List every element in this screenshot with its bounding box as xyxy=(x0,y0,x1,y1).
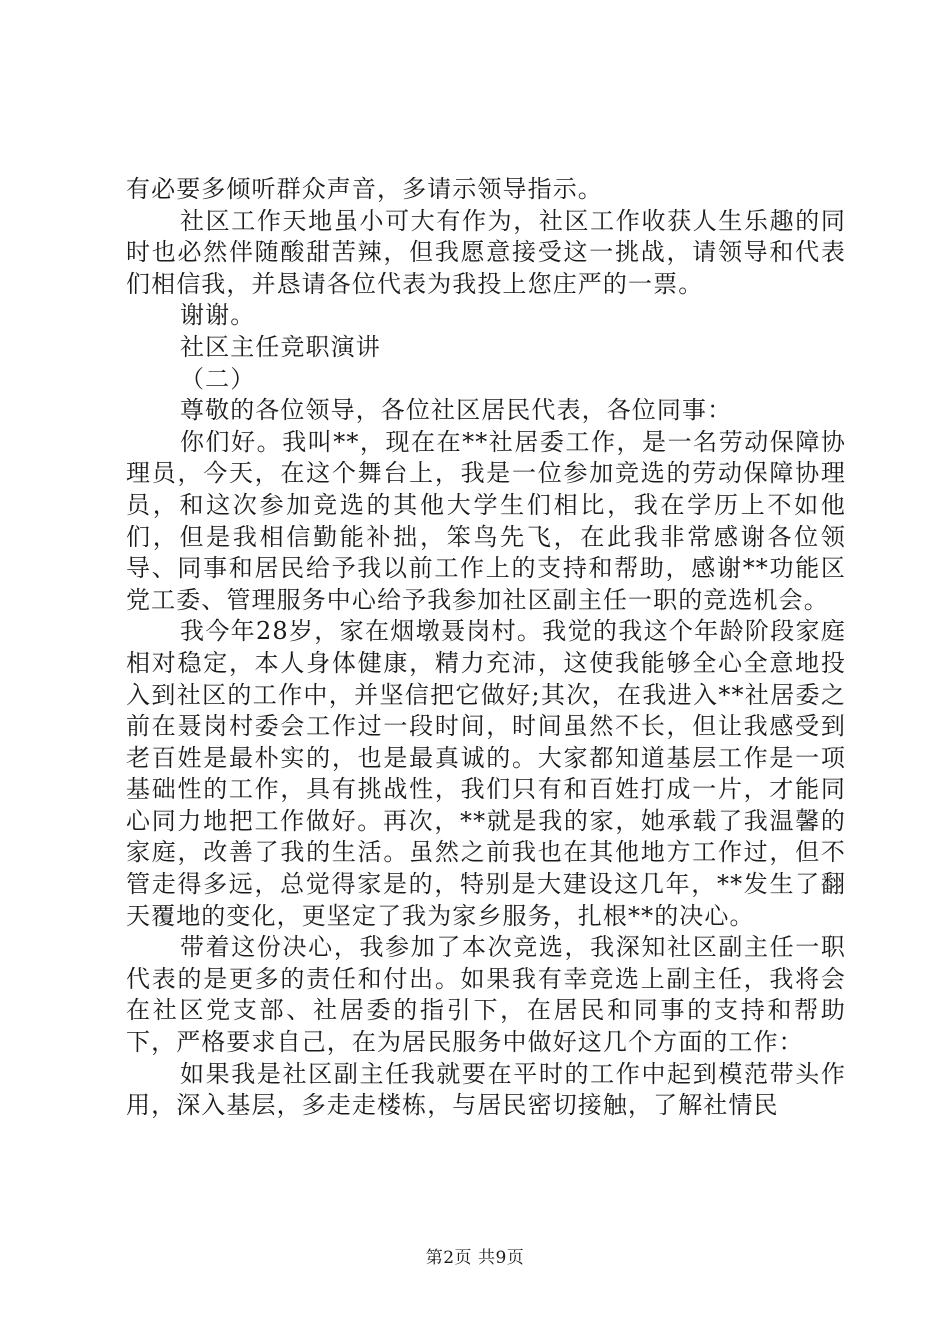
document-body xyxy=(126,174,846,1122)
paragraph-continuation: 有必要多倾听群众声音，多请示领导指示。 xyxy=(126,175,603,203)
paragraph-plan: 如果我是社区副主任我就要在平时的工作中起到模范带头作用，深入基层，多走走楼栋，与居民密切接触，了解社情民 xyxy=(126,1059,846,1120)
section-number: （二） xyxy=(180,364,256,393)
paragraph-background: 我今年28岁，家在烟墩聂岗村。我觉的我这个年龄阶段家庭相对稳定，本人身体健康，精力充沛，这使我能够全心全意地投入到社区的工作中，并坚信把它做好;其次，在我进入**社居委之前在聂岗村委会工作过一段时间，时间虽然不长，但让我感受到老百姓是最朴实的，也是最真诚的。大家都知道基层工作是一项基础性的工作，具有挑战性，我们只有和百姓打成一片，才能同心同力地把工作做好。再次，**就是我的家，她承载了我温馨的家庭，改善了我的生活。虽然之前我也在其他地方工作过，但不管走得多远，总觉得家是的，特别是大建设这几年，**发生了翻天覆地的变化，更坚定了我为家乡服务，扎根**的决心。 xyxy=(126,617,846,930)
paragraph-thanks: 谢谢。 xyxy=(180,301,256,330)
section-title: 社区主任竞职演讲 xyxy=(180,332,381,361)
paragraph-closing-statement: 社区工作天地虽小可大有作为，社区工作收获人生乐趣的同时也必然伴随酸甜苦辣，但我愿意接受这一挑战，请领导和代表们相信我，并恳请各位代表为我投上您庄严的一票。 xyxy=(126,206,846,298)
page-number-footer: 第2页 共9页 xyxy=(425,1248,525,1268)
paragraph-introduction: 你们好。我叫**，现在在**社居委工作，是一名劳动保障协理员，今天，在这个舞台上，我是一位参加竞选的劳动保障协理员，和这次参加竞选的其他大学生们相比，我在学历上不如他们，但是我相信勤能补拙，笨鸟先飞，在此我非常感谢各位领导、同事和居民给予我以前工作上的支持和帮助，感谢**功能区党工委、管理服务中心给予我参加社区副主任一职的竞选机会。 xyxy=(126,427,846,614)
paragraph-commitment: 带着这份决心，我参加了本次竞选，我深知社区副主任一职代表的是更多的责任和付出。如果我有幸竞选上副主任，我将会在社区党支部、社居委的指引下，在居民和同事的支持和帮助下，严格要求自己，在为居民服务中做好这几个方面的工作： xyxy=(126,933,846,1057)
salutation: 尊敬的各位领导，各位社区居民代表，各位同事： xyxy=(180,396,733,425)
